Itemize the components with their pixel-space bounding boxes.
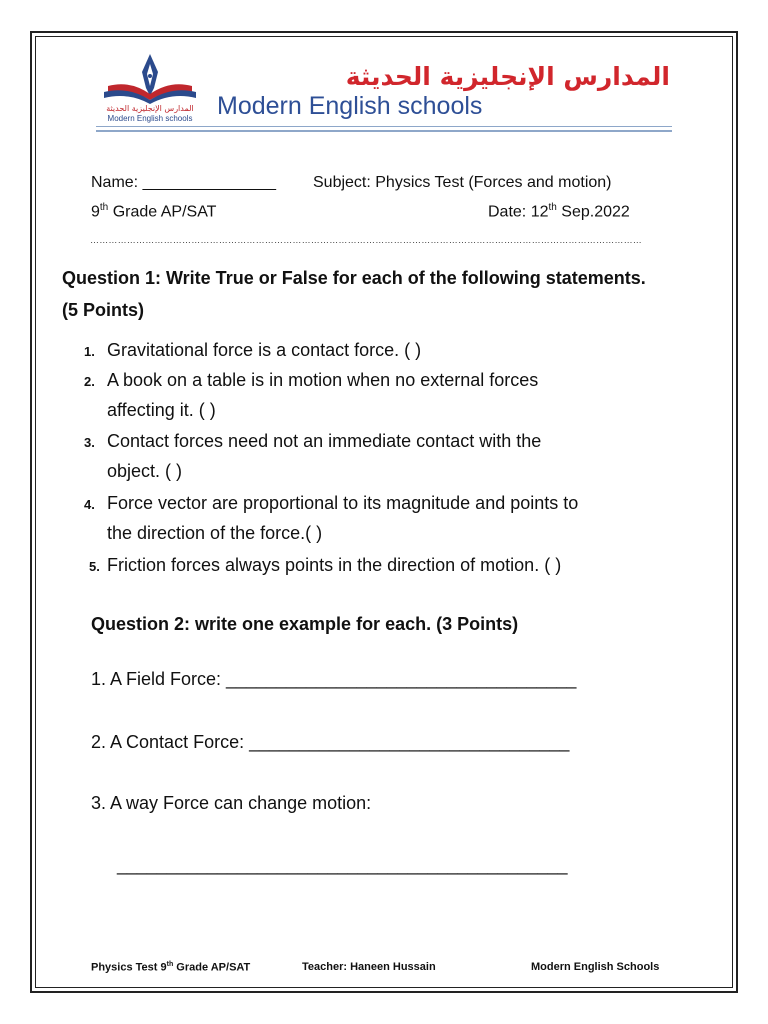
school-name-english: Modern English schools xyxy=(217,92,483,120)
q1-item-number: 5. xyxy=(89,559,100,574)
q1-item-number: 2. xyxy=(84,374,95,389)
date-label: Date: 12th Sep.2022 xyxy=(488,202,630,221)
subject-label: Subject: Physics Test (Forces and motion) xyxy=(313,174,612,191)
q1-statement-3-cont: object. ( ) xyxy=(107,461,183,481)
logo-caption-arabic: المدارس الإنجليزية الحديثة xyxy=(106,104,194,113)
q1-statement-4-cont: the direction of the force.( ) xyxy=(107,523,323,543)
q1-statement-2-cont: affecting it. ( ) xyxy=(107,400,216,420)
grade-label: 9th Grade AP/SAT xyxy=(91,202,217,221)
question1-title: Question 1: Write True or False for each of the following statements. xyxy=(62,268,646,288)
footer-teacher: Teacher: Haneen Hussain xyxy=(302,961,436,973)
contact-force-answer-line: 2. A Contact Force: ________________________________ xyxy=(91,732,570,752)
q1-statement-4: Force vector are proportional to its magnitude and points to xyxy=(107,493,579,513)
header-divider-thick xyxy=(96,130,672,132)
header-divider xyxy=(96,126,672,127)
q1-statement-3: Contact forces need not an immediate contact with the xyxy=(107,431,542,451)
question1-points: (5 Points) xyxy=(62,300,145,320)
footer-school: Modern English Schools xyxy=(531,961,660,973)
q1-statement-2: A book on a table is in motion when no external forces xyxy=(107,370,539,390)
q1-statement-5: Friction forces always points in the direction of motion. ( ) xyxy=(107,555,562,575)
school-name-arabic: المدارس الإنجليزية الحديثة xyxy=(345,62,670,91)
q1-item-number: 4. xyxy=(84,497,95,512)
logo-caption-english: Modern English schools xyxy=(107,114,193,123)
q1-item-number: 1. xyxy=(84,344,95,359)
q1-statement-1: Gravitational force is a contact force. ( ) xyxy=(107,340,422,360)
name-field-label: Name: _______________ xyxy=(91,174,277,191)
question2-title: Question 2: write one example for each. (3 Points) xyxy=(91,614,519,634)
force-change-motion-answer-line: _____________________________________________ xyxy=(117,855,568,875)
force-change-motion-prompt: 3. A way Force can change motion: xyxy=(91,793,372,813)
footer-test-info: Physics Test 9th Grade AP/SAT xyxy=(91,961,251,974)
field-force-answer-line: 1. A Field Force: ___________________________________ xyxy=(91,669,577,689)
dotted-separator: ……………………………………………………………………………………………………………………………………………………………… xyxy=(90,235,642,245)
q1-item-number: 3. xyxy=(84,435,95,450)
